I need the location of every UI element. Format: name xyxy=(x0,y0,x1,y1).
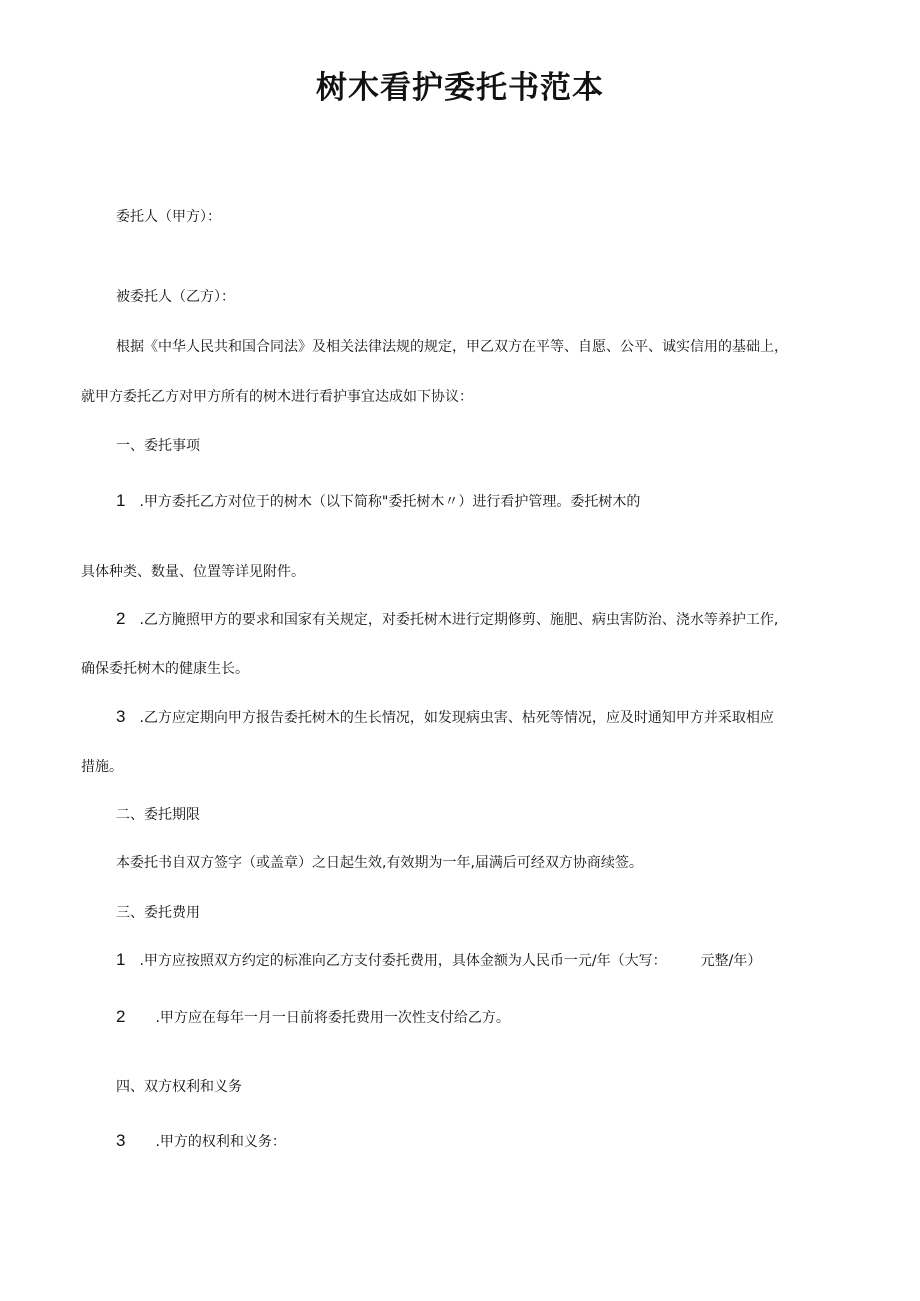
item-text: .乙方腌照甲方的要求和国家有关规定，对委托树木进行定期修剪、施肥、病虫害防治、浇水等养护工作, xyxy=(139,612,779,628)
principal-label: 委托人（甲方）： xyxy=(116,209,221,225)
section-3-heading: 三、委托费用 xyxy=(116,905,200,921)
section-1-item-1 xyxy=(116,491,640,512)
section-3-item-2 xyxy=(116,1007,510,1028)
item-text: .甲方的权利和义务： xyxy=(155,1134,286,1150)
section-4-item-1 xyxy=(116,1131,286,1152)
section-1-item-3 xyxy=(116,707,774,728)
item-text: .甲方委托乙方对位于的树木（以下简称"委托树木〃）进行看护管理。委托树木的 xyxy=(139,494,641,510)
item-number: 3 xyxy=(116,707,126,726)
section-1-item-2 xyxy=(116,609,778,630)
section-1-heading: 一、委托事项 xyxy=(116,438,200,454)
item-text-tail: 元整/年） xyxy=(700,953,762,969)
item-number: 3 xyxy=(116,1131,126,1150)
agent-label: 被委托人（乙方）： xyxy=(116,289,235,305)
item-text: .甲方应在每年一月一日前将委托费用一次性支付给乙方。 xyxy=(155,1010,510,1026)
section-1-item-1-continuation: 具体种类、数量、位置等详见附件。 xyxy=(81,564,305,580)
item-number: 2 xyxy=(116,609,126,628)
section-1-item-3-continuation: 措施。 xyxy=(81,759,123,775)
section-1-item-2-continuation: 确保委托树木的健康生长。 xyxy=(81,661,249,677)
section-2-heading: 二、委托期限 xyxy=(116,807,200,823)
preamble-line-1: 根据《中华人民共和国合同法》及相关法律法规的规定，甲乙双方在平等、自愿、公平、诚实信用的基础上， xyxy=(116,339,788,355)
section-2-text: 本委托书自双方签字（或盖章）之日起生效,有效期为一年,届满后可经双方协商续签。 xyxy=(116,855,643,871)
item-number: 2 xyxy=(116,1007,126,1026)
item-text: .乙方应定期向甲方报告委托树木的生长情况，如发现病虫害、枯死等情况，应及时通知甲方并采取相应 xyxy=(139,710,774,726)
section-4-heading: 四、双方权利和义务 xyxy=(116,1079,242,1095)
item-number: 1 xyxy=(116,491,126,510)
document-title: 树木看护委托书范本 xyxy=(316,70,604,106)
preamble-line-2: 就甲方委托乙方对甲方所有的树木进行看护事宜达成如下协议： xyxy=(81,389,473,405)
item-number: 1 xyxy=(116,950,126,969)
item-text: .甲方应按照双方约定的标准向乙方支付委托费用，具体金额为人民币一元/年（大写： xyxy=(139,953,667,969)
section-3-item-1 xyxy=(116,950,761,971)
